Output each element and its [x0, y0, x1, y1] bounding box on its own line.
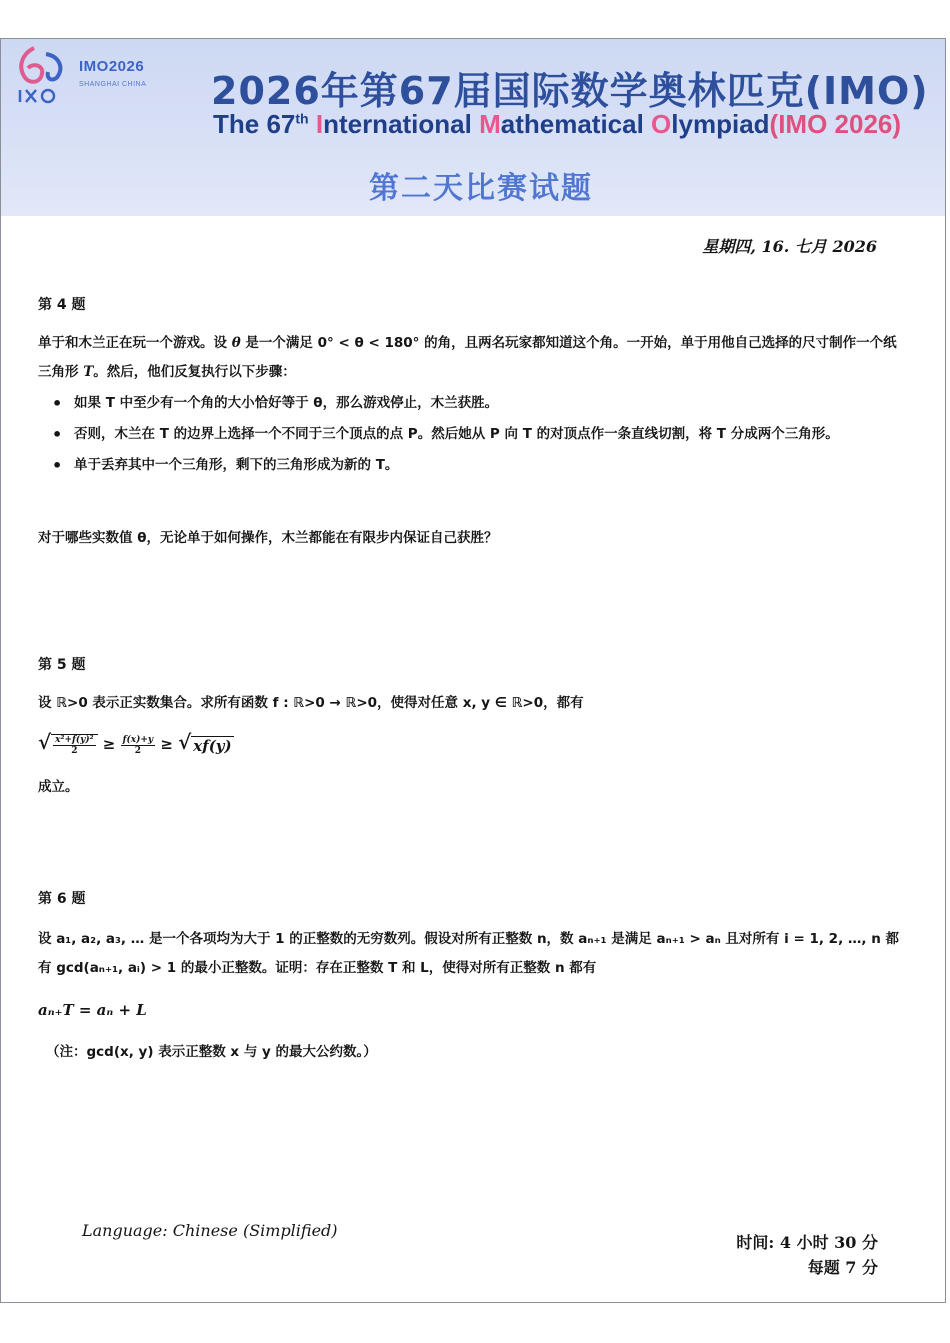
problem-5-heading: 第 5 题: [38, 657, 86, 673]
frac2-denominator: 2: [134, 745, 141, 756]
problem-4-intro: [38, 329, 910, 387]
language-label: Language: Chinese (Simplified): [82, 1221, 338, 1240]
title-en-international: nternational: [323, 109, 480, 139]
header-banner: [1, 39, 945, 216]
title-en-letter-i: I: [315, 109, 324, 139]
imo-logo-icon: [12, 44, 72, 106]
problem-4-steps: [48, 389, 910, 482]
problem-6-formula: aₙ₊T = aₙ + L: [38, 1001, 147, 1019]
sqrt2-content: xf(y): [193, 736, 232, 755]
problem-4-question: 对于哪些实数值 θ，无论单于如何操作，木兰都能在有限步内保证自己获胜？: [38, 530, 498, 546]
problem-5-inequality: [38, 730, 234, 756]
time-info: [736, 1230, 878, 1280]
logo-text: IMO2026: [79, 58, 145, 75]
problem-5-ending: 成立。: [38, 779, 79, 795]
title-en-lympiad: lympiad: [671, 109, 770, 139]
title-en-sup: th: [295, 110, 309, 127]
exam-sheet: [0, 38, 946, 1303]
title-en-letter-m: M: [479, 109, 501, 139]
logo-subtitle: SHANGHAI CHINA: [79, 81, 147, 88]
step-item: • 否则，木兰在 T 的边界上选择一个不同于三个顶点的点 P。然后她从 P 向 T 的对顶点作一条直线切割，将 T 分成两个三角形。: [48, 420, 910, 449]
problem-5-statement: 设 ℝ>0 表示正实数集合。求所有函数 f : ℝ>0 → ℝ>0，使得对任意 x, y ∈ ℝ>0，都有: [38, 695, 584, 711]
title-english: [213, 109, 943, 140]
p4-intro-b: 是一个满足 0° < θ < 180° 的角，且两名玩家都知道这个角。一开始，单于用他自己选择的尺寸制作一个纸三角形: [38, 335, 897, 380]
sqrt-sign-icon: √: [178, 730, 192, 754]
exam-date: 星期四, 16. 七月 2026: [702, 237, 877, 256]
frac1-numerator: x²+f(y)²: [55, 735, 94, 745]
title-en-prefix: The 67: [213, 109, 296, 139]
problem-6-statement: 设 a₁, a₂, a₃, … 是一个各项均为大于 1 的正整数的无穷数列。假设对所有正整数 n，数 aₙ₊₁ 是满足 aₙ₊₁ > aₙ 且对所有 i = 1, 2, …, n 都有 gcd(aₙ₊₁, aᵢ) > 1 的最小正整数。证明：存在正整数 T 和 L，使得对所有正整数 n 都有: [38, 931, 900, 976]
title-en-badge: (IMO 2026): [769, 109, 902, 139]
sqrt-sign-icon: √: [38, 730, 52, 754]
p4-theta: θ: [231, 335, 241, 351]
problem-6-note: （注：gcd(x, y) 表示正整数 x 与 y 的最大公约数。）: [46, 1044, 377, 1060]
p4-intro-c: 。然后，他们反复执行以下步骤：: [93, 364, 296, 380]
title-en-mathematical: athematical: [500, 109, 652, 139]
time-limit: 时间: 4 小时 30 分: [736, 1233, 878, 1252]
step-item: • 如果 T 中至少有一个角的大小恰好等于 θ，那么游戏停止，木兰获胜。: [48, 389, 910, 418]
frac1-denominator: 2: [71, 746, 78, 756]
step-item: • 单于丢弃其中一个三角形，剩下的三角形成为新的 T。: [48, 451, 910, 480]
geq-2: ≥: [155, 735, 179, 753]
p4-intro-a: 单于和木兰正在玩一个游戏。设: [38, 335, 232, 351]
geq-1: ≥: [97, 735, 121, 753]
title-en-letter-o: O: [651, 109, 672, 139]
problem-4-heading: 第 4 题: [38, 297, 86, 313]
title-chinese: 2026年第67届国际数学奥林匹克(IMO): [211, 69, 929, 113]
points-per-problem: 每题 7 分: [807, 1258, 878, 1277]
day-title: 第二天比赛试题: [369, 171, 593, 206]
frac2-numerator: f(x)+y: [122, 734, 154, 745]
problem-6-heading: 第 6 题: [38, 891, 86, 907]
p4-T: T: [83, 364, 94, 380]
